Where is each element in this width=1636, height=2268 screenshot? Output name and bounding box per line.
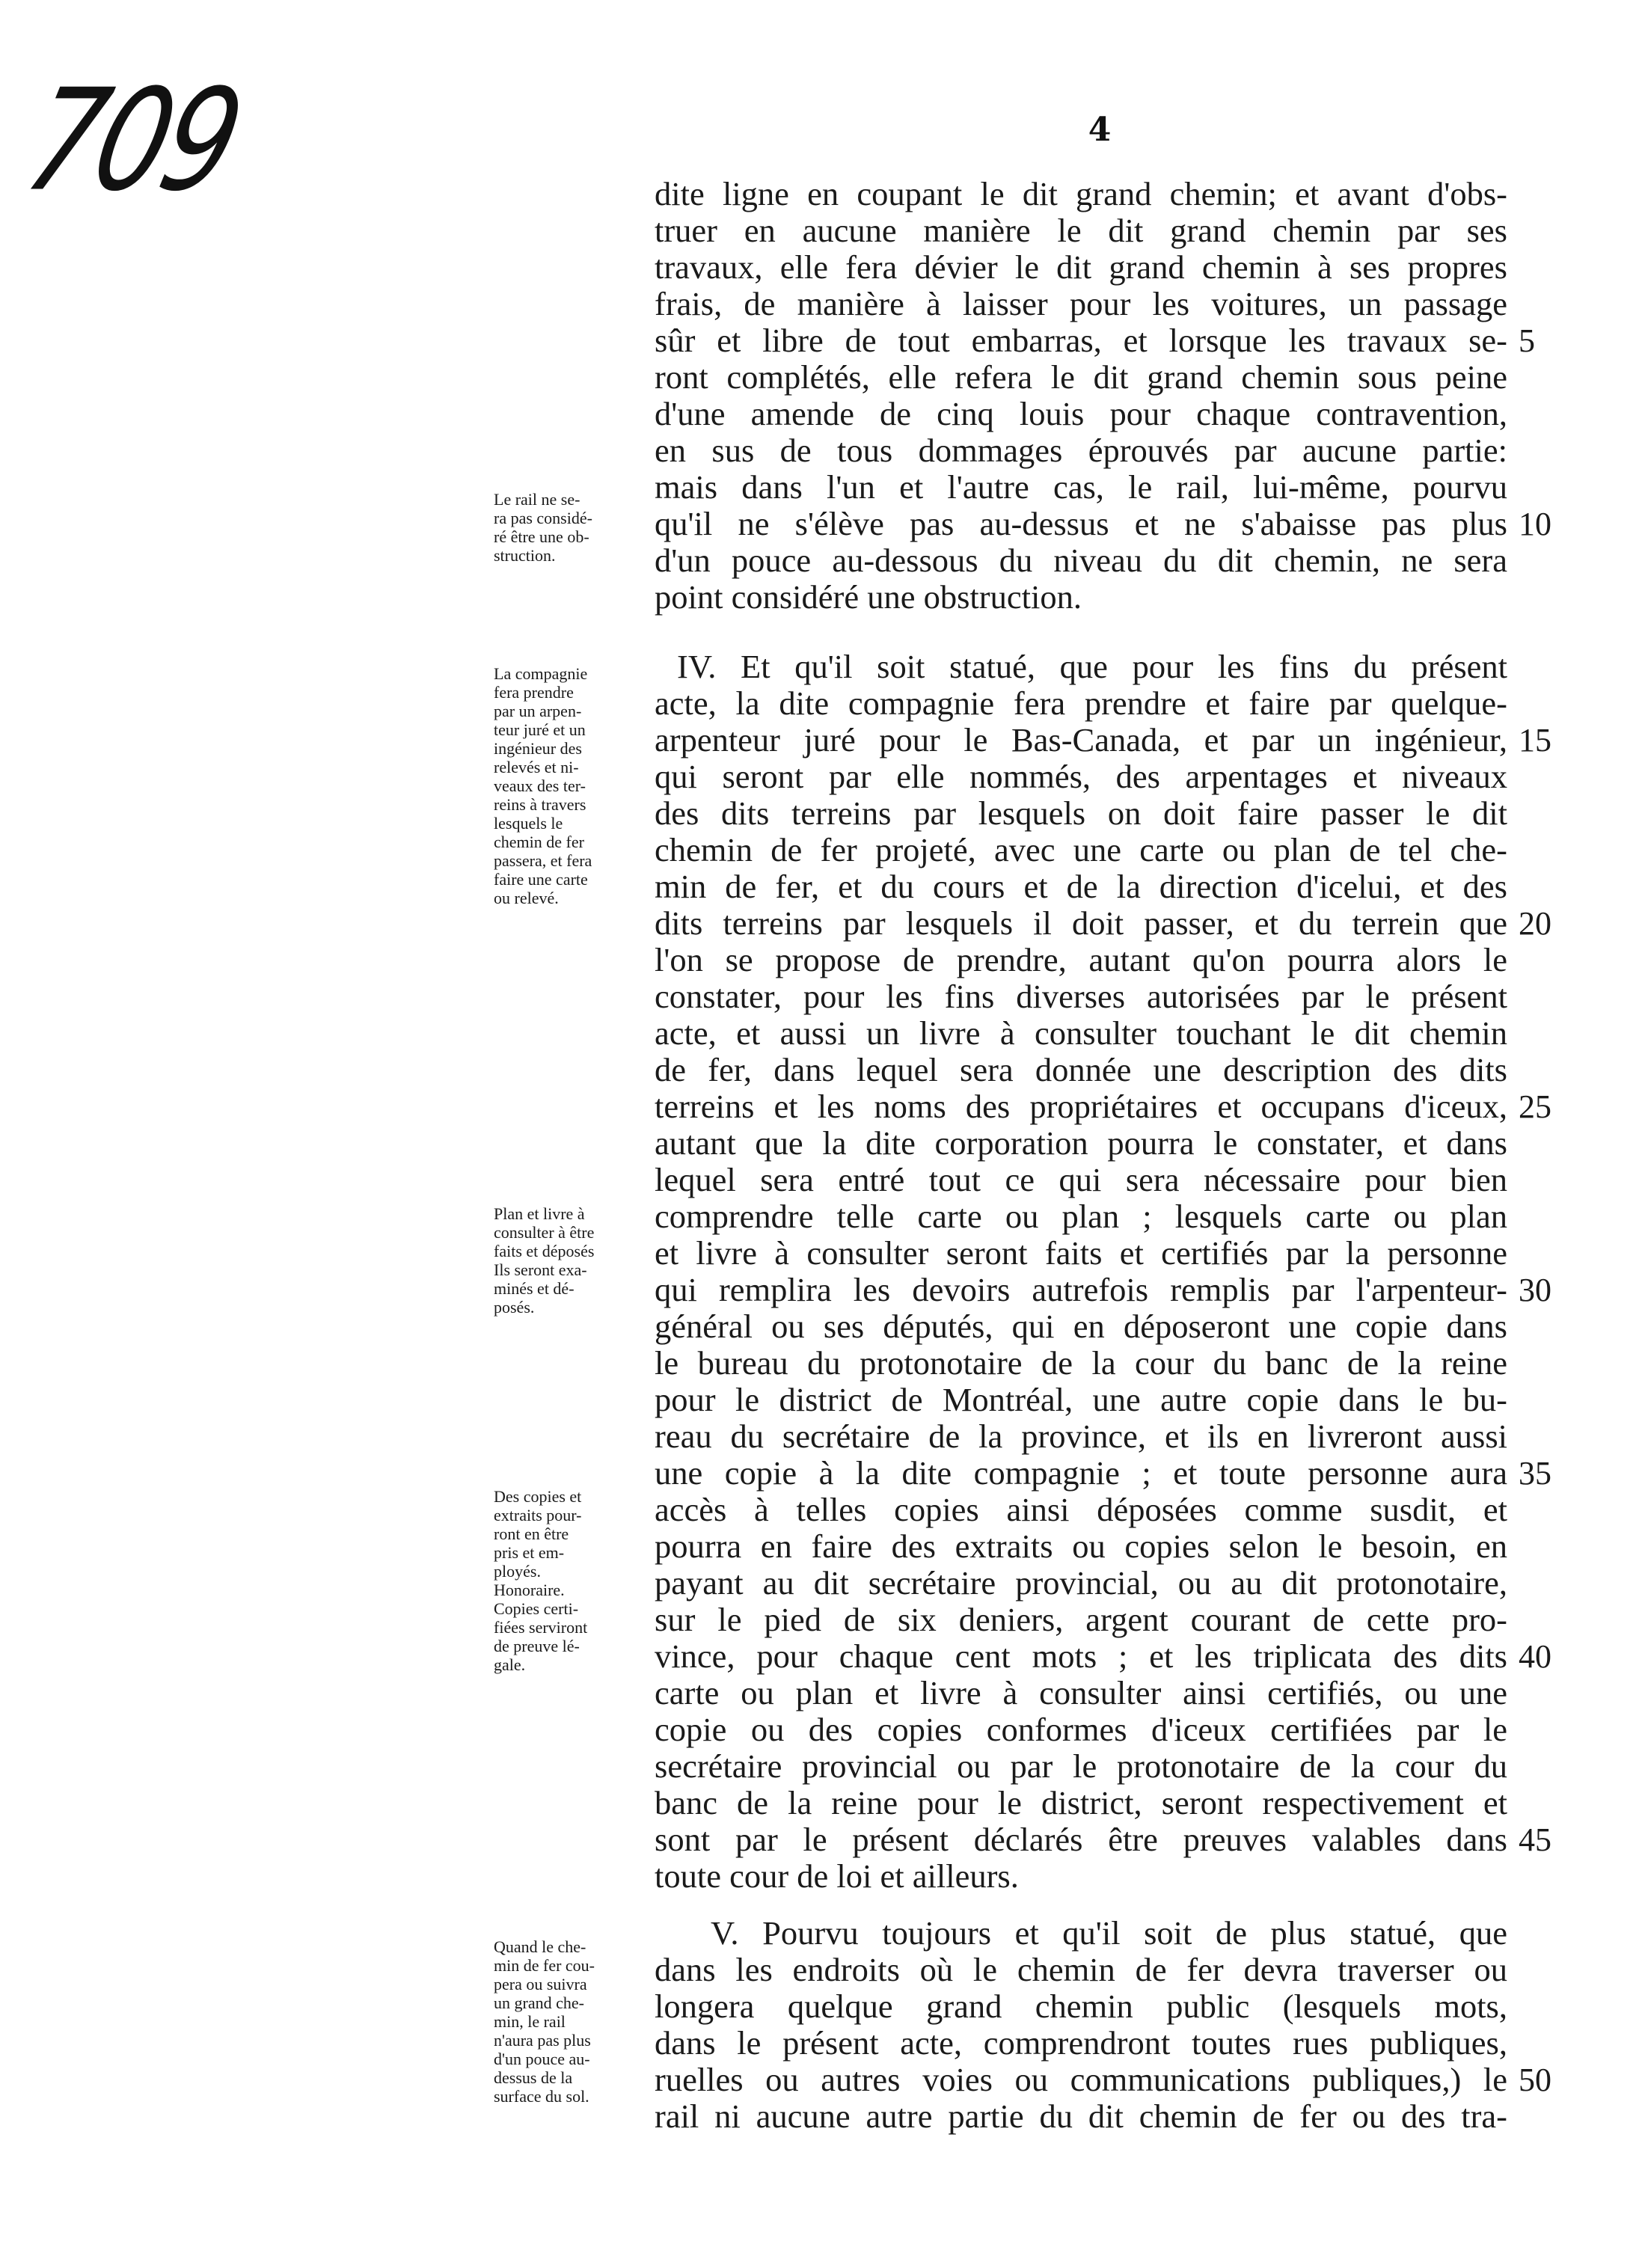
margin-note-line: faire une carte	[494, 870, 588, 889]
margin-note-line: relevés et ni-	[494, 758, 579, 776]
text-line: mais dans l'un et l'autre cas, le rail, lui-même, pourvu	[655, 468, 1507, 506]
margin-note-line: Ils seront exa-	[494, 1260, 587, 1279]
margin-note-line: n'aura pas plus	[494, 2031, 591, 2050]
line-number: 10	[1519, 506, 1551, 542]
margin-note-line: fiées serviront	[494, 1618, 588, 1637]
text-line: d'un pouce au-dessous du niveau du dit chemin, ne sera	[655, 542, 1507, 579]
text-line: autant que la dite corporation pourra le constater, et dans	[655, 1124, 1507, 1162]
text-line: ront complétés, elle refera le dit grand chemin sous peine	[655, 358, 1507, 396]
section-iv	[655, 649, 1507, 1895]
text-line: sur le pied de six deniers, argent courant de cette pro-	[655, 1601, 1507, 1638]
text-line: acte, et aussi un livre à consulter touchant le dit chemin	[655, 1014, 1507, 1052]
text-line: dans le présent acte, comprendront toutes rues publiques,	[655, 2024, 1507, 2062]
margin-note-line: fera prendre	[494, 683, 574, 702]
text-line: des dits terreins par lesquels on doit faire passer le dit	[655, 794, 1507, 832]
text-line: toute cour de loi et ailleurs.	[655, 1857, 1019, 1895]
text-line: carte ou plan et livre à consulter ainsi certifiés, ou une	[655, 1674, 1507, 1711]
text-line: banc de la reine pour le district, seront respectivement et	[655, 1784, 1507, 1821]
margin-note-line: Le rail ne se-	[494, 490, 580, 509]
text-line: point considéré une obstruction.	[655, 578, 1082, 616]
margin-note	[494, 490, 647, 565]
margin-note-line: dessus de la	[494, 2068, 573, 2087]
text-line: pourra en faire des extraits ou copies selon le besoin, en	[655, 1527, 1507, 1565]
margin-note-line: gale.	[494, 1655, 526, 1674]
margin-note-line: extraits pour-	[494, 1506, 582, 1524]
line-number: 40	[1519, 1638, 1551, 1675]
line-number: 35	[1519, 1455, 1551, 1492]
text-line: V. Pourvu toujours et qu'il soit de plus statué, que	[711, 1914, 1507, 1952]
margin-note-line: chemin de fer	[494, 833, 584, 851]
text-line: dits terreins par lesquels il doit passer, et du terrein que	[655, 904, 1507, 942]
margin-note	[494, 664, 647, 907]
text-line: lequel sera entré tout ce qui sera nécessaire pour bien	[655, 1161, 1507, 1198]
margin-note-line: posés.	[494, 1298, 535, 1317]
text-line: et livre à consulter seront faits et certifiés par la personne	[655, 1234, 1507, 1272]
margin-note	[494, 1937, 647, 2106]
margin-note-line: lesquels le	[494, 814, 563, 833]
text-line: rail ni aucune autre partie du dit chemin de fer ou des tra-	[655, 2097, 1507, 2135]
line-number: 20	[1519, 905, 1551, 942]
text-line: constater, pour les fins diverses autorisées par le présent	[655, 978, 1507, 1015]
text-line: IV. Et qu'il soit statué, que pour les fins du présent	[677, 648, 1507, 685]
text-line: pour le district de Montréal, une autre copie dans le bu-	[655, 1381, 1507, 1418]
text-line: payant au dit secrétaire provincial, ou au dit protonotaire,	[655, 1564, 1507, 1602]
text-line: l'on se propose de prendre, autant qu'on pourra alors le	[655, 941, 1507, 978]
margin-note	[494, 1204, 647, 1317]
text-line: dite ligne en coupant le dit grand chemin; et avant d'obs-	[655, 175, 1507, 212]
margin-note-line: Honoraire.	[494, 1581, 565, 1599]
margin-note-line: ou relevé.	[494, 889, 559, 907]
text-line: ruelles ou autres voies ou communications publiques,) le	[655, 2061, 1507, 2098]
margin-note-line: faits et déposés	[494, 1242, 595, 1260]
margin-note-line: struction.	[494, 546, 556, 565]
margin-note-line: La compagnie	[494, 664, 588, 683]
line-number: 30	[1519, 1272, 1551, 1308]
text-line: secrétaire provincial ou par le protonotaire de la cour du	[655, 1747, 1507, 1785]
margin-note-line: passera, et fera	[494, 851, 592, 870]
margin-note-line: veaux des ter-	[494, 776, 586, 795]
margin-note-line: ingénieur des	[494, 739, 582, 758]
text-line: chemin de fer projeté, avec une carte ou plan de tel che-	[655, 831, 1507, 868]
text-line: longera quelque grand chemin public (lesquels mots,	[655, 1987, 1507, 2025]
text-line: qu'il ne s'élève pas au-dessus et ne s'abaisse pas plus	[655, 505, 1507, 542]
margin-note-line: d'un pouce au-	[494, 2050, 590, 2068]
text-line: truer en aucune manière le dit grand chemin par ses	[655, 212, 1507, 249]
page-number: 4	[1088, 111, 1112, 149]
text-line: travaux, elle fera dévier le dit grand chemin à ses propres	[655, 248, 1507, 286]
text-line: reau du secrétaire de la province, et ils en livreront aussi	[655, 1418, 1507, 1455]
text-line: sont par le présent déclarés être preuves valables dans	[655, 1821, 1507, 1858]
margin-note-line: Quand le che-	[494, 1937, 586, 1956]
margin-note-line: consulter à être	[494, 1223, 595, 1242]
line-number: 25	[1519, 1088, 1551, 1125]
text-line: copie ou des copies conformes d'iceux certifiées par le	[655, 1711, 1507, 1748]
paragraph-continuation	[655, 176, 1507, 616]
margin-note-line: ployés.	[494, 1562, 541, 1581]
margin-note-line: Plan et livre à	[494, 1204, 585, 1223]
text-line: sûr et libre de tout embarras, et lorsque les travaux se-	[655, 322, 1507, 359]
margin-note-line: minés et dé-	[494, 1279, 575, 1298]
text-line: comprendre telle carte ou plan ; lesquels carte ou plan	[655, 1198, 1507, 1235]
line-number: 50	[1519, 2062, 1551, 2098]
margin-note-line: de preuve lé-	[494, 1637, 580, 1655]
line-number: 15	[1519, 722, 1551, 758]
line-number: 5	[1519, 322, 1535, 359]
margin-note	[494, 1487, 647, 1674]
margin-note-line: reins à travers	[494, 795, 586, 814]
margin-note-line: min de fer cou-	[494, 1956, 595, 1975]
margin-note-line: teur juré et un	[494, 720, 586, 739]
margin-note-line: ré être une ob-	[494, 527, 589, 546]
margin-note-line: ront en être	[494, 1524, 569, 1543]
margin-note-line: min, le rail	[494, 2012, 566, 2031]
text-line: en sus de tous dommages éprouvés par aucune partie:	[655, 432, 1507, 469]
text-line: arpenteur juré pour le Bas-Canada, et par un ingénieur,	[655, 721, 1507, 758]
text-line: min de fer, et du cours et de la direction d'icelui, et des	[655, 868, 1507, 905]
text-line: d'une amende de cinq louis pour chaque contravention,	[655, 395, 1507, 432]
text-line: frais, de manière à laisser pour les voitures, un passage	[655, 285, 1507, 322]
text-line: accès à telles copies ainsi déposées comme susdit, et	[655, 1491, 1507, 1528]
section-v	[655, 1915, 1507, 2135]
text-line: qui seront par elle nommés, des arpentages et niveaux	[655, 758, 1507, 795]
text-line: dans les endroits où le chemin de fer devra traverser ou	[655, 1951, 1507, 1988]
margin-note-line: un grand che-	[494, 1993, 584, 2012]
text-line: général ou ses députés, qui en déposeront une copie dans	[655, 1308, 1507, 1345]
text-line: terreins et les noms des propriétaires et occupans d'iceux,	[655, 1088, 1507, 1125]
text-line: une copie à la dite compagnie ; et toute personne aura	[655, 1454, 1507, 1492]
margin-note-line: surface du sol.	[494, 2087, 589, 2106]
handwritten-page-number: 709	[11, 60, 254, 223]
text-line: le bureau du protonotaire de la cour du banc de la reine	[655, 1344, 1507, 1382]
text-line: vince, pour chaque cent mots ; et les triplicata des dits	[655, 1637, 1507, 1675]
margin-note-line: par un arpen-	[494, 702, 582, 720]
margin-note-line: Copies certi-	[494, 1599, 579, 1618]
text-line: de fer, dans lequel sera donnée une description des dits	[655, 1051, 1507, 1088]
margin-note-line: pera ou suivra	[494, 1975, 587, 1993]
margin-note-line: Des copies et	[494, 1487, 582, 1506]
margin-note-line: ra pas considé-	[494, 509, 592, 527]
line-number: 45	[1519, 1821, 1551, 1858]
text-line: qui remplira les devoirs autrefois remplis par l'arpenteur-	[655, 1271, 1507, 1308]
text-line: acte, la dite compagnie fera prendre et faire par quelque-	[655, 684, 1507, 722]
margin-note-line: pris et em-	[494, 1543, 565, 1562]
